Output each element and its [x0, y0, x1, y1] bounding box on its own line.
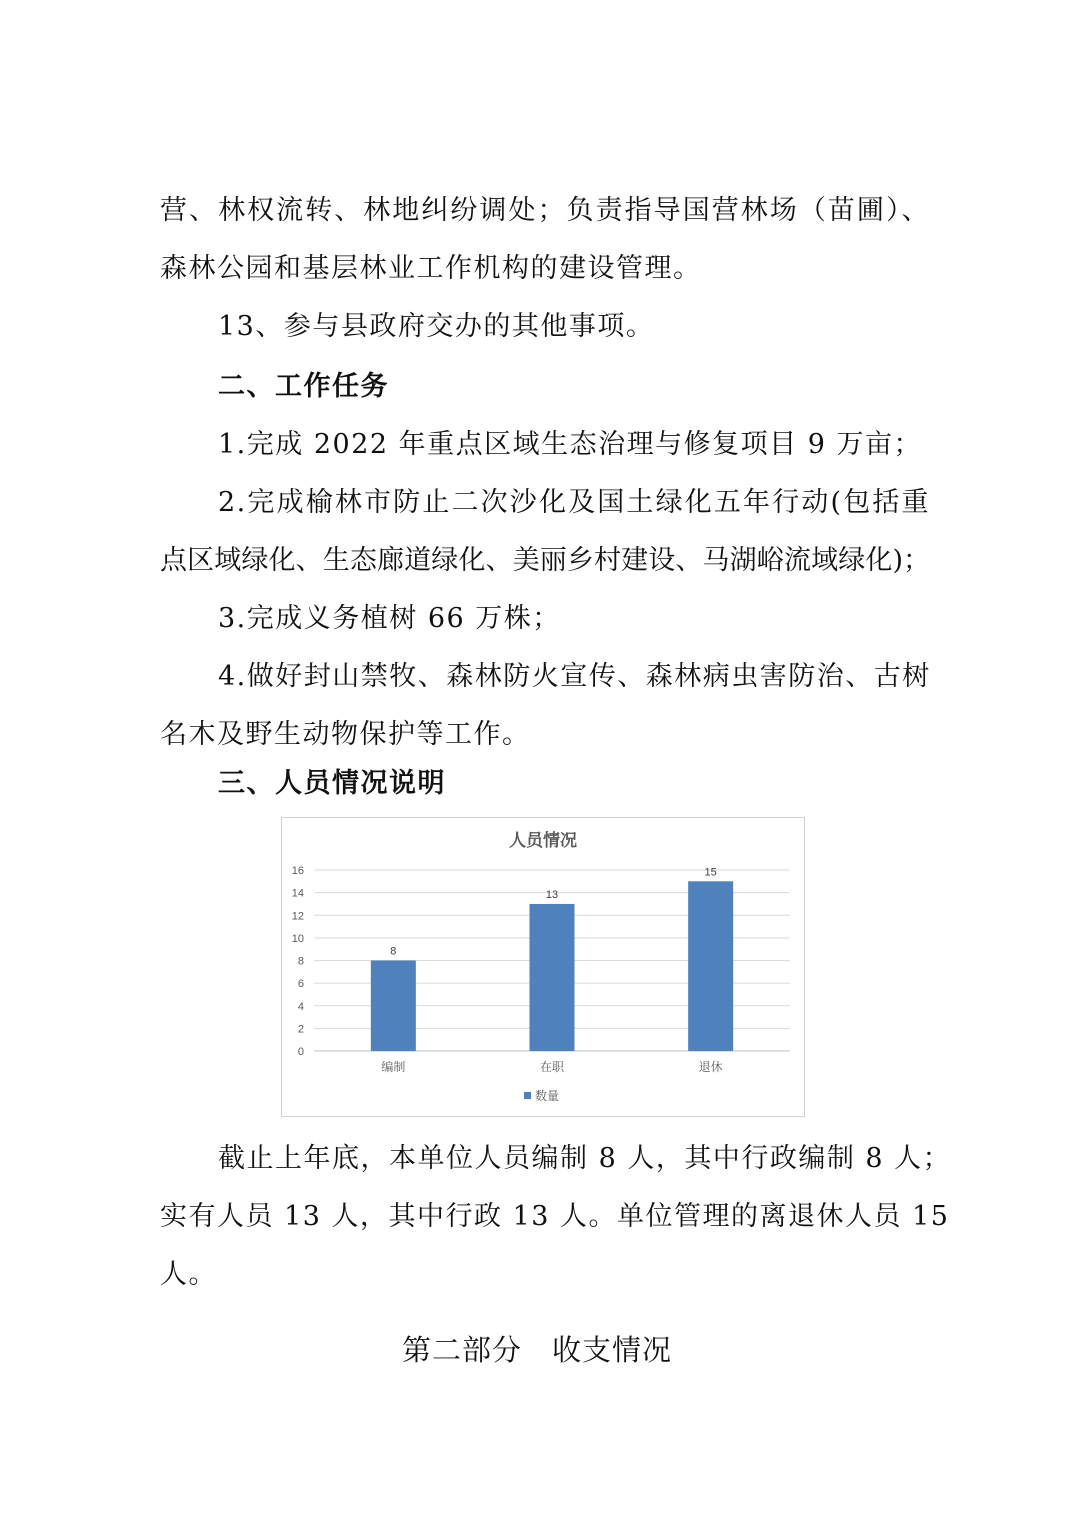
- y-tick-label: 16: [291, 865, 304, 877]
- y-tick-label: 12: [291, 910, 304, 923]
- x-tick-label: 退休: [698, 1060, 723, 1074]
- paragraph-line: 森林公园和基层林业工作机构的建设管理。: [160, 253, 702, 284]
- y-tick-label: 8: [297, 955, 304, 968]
- staff-paragraph-line-3: 人。: [160, 1259, 217, 1290]
- y-tick-label: 0: [297, 1046, 304, 1058]
- heading-staff: 三、人员情况说明: [218, 768, 446, 799]
- y-tick-label: 14: [291, 887, 304, 900]
- y-tick-label: 10: [291, 932, 304, 945]
- heading-work-tasks: 二、工作任务: [218, 371, 389, 402]
- staff-paragraph-line-2: 实有人员 13 人，其中行政 13 人。单位管理的离退休人员 15: [160, 1201, 950, 1232]
- chart-svg: [282, 818, 804, 1116]
- task-1: 1.完成 2022 年重点区域生态治理与修复项目 9 万亩；: [218, 429, 922, 460]
- data-label: 15: [704, 866, 717, 879]
- task-2-line-1: 2.完成榆林市防止二次沙化及国土绿化五年行动(包括重: [218, 487, 930, 518]
- staff-paragraph-line-1: 截止上年底，本单位人员编制 8 人，其中行政编制 8 人；: [218, 1143, 952, 1174]
- data-label: 13: [545, 888, 559, 901]
- y-tick-label: 4: [297, 1000, 304, 1013]
- bar-编制: [371, 961, 416, 1052]
- paragraph-item-13: 13、参与县政府交办的其他事项。: [218, 311, 655, 342]
- paragraph-line: 营、林权流转、林地纠纷调处；负责指导国营林场（苗圃）、: [160, 195, 930, 226]
- data-label: 8: [390, 945, 397, 958]
- legend-label: 数量: [535, 1089, 560, 1103]
- x-tick-label: 在职: [539, 1060, 565, 1074]
- bar-在职: [530, 904, 575, 1051]
- task-4-line-1: 4.做好封山禁牧、森林防火宣传、森林病虫害防治、古树: [218, 661, 931, 692]
- section-title: 第二部分 收支情况: [401, 1333, 672, 1367]
- x-tick-label: 编制: [381, 1060, 406, 1074]
- chart-title: 人员情况: [509, 831, 577, 850]
- task-3: 3.完成义务植树 66 万株；: [218, 603, 561, 634]
- y-tick-label: 2: [297, 1023, 304, 1036]
- staff-chart: [281, 817, 805, 1117]
- task-4-line-2: 名木及野生动物保护等工作。: [160, 719, 531, 750]
- y-tick-label: 6: [297, 978, 304, 991]
- bar-退休: [688, 881, 733, 1051]
- legend-swatch: [524, 1092, 531, 1099]
- task-2-line-2: 点区域绿化、生态廊道绿化、美丽乡村建设、马湖峪流域绿化)；: [160, 545, 930, 576]
